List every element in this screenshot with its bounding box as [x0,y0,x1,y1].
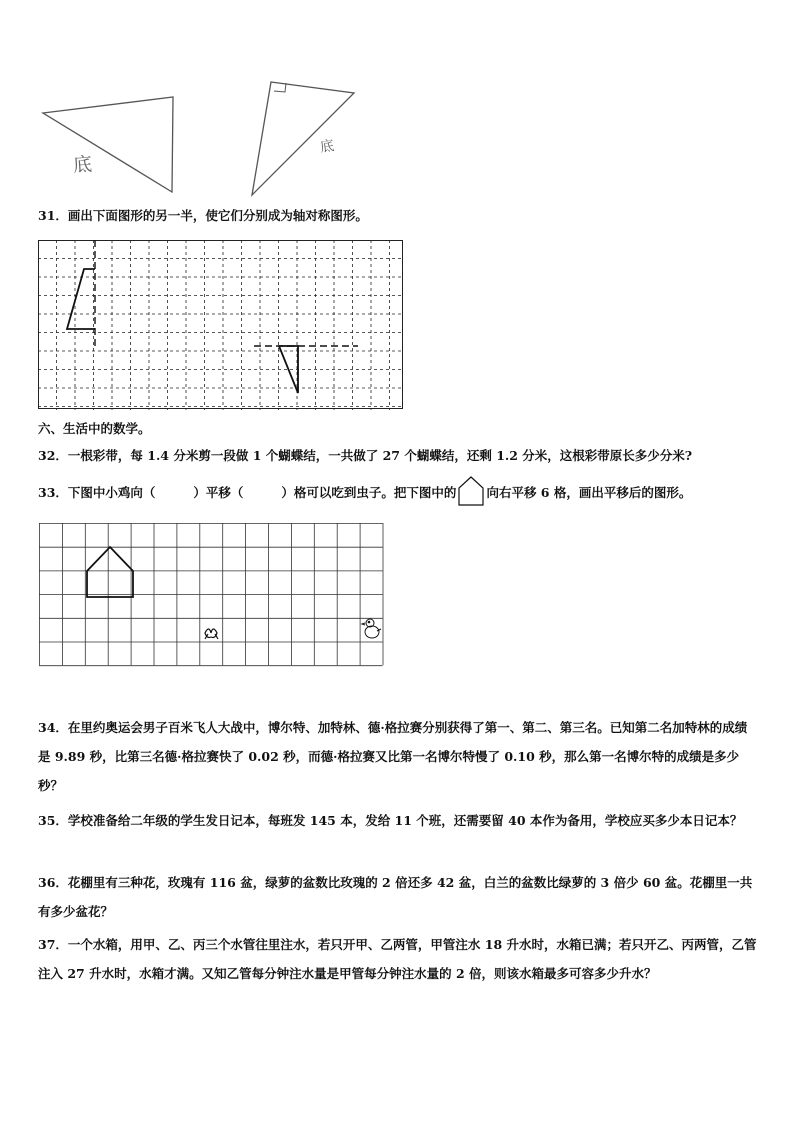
translation-grid [39,523,384,667]
triangle-left-base-label: 底 [72,153,93,177]
triangle-figures [0,0,794,200]
question-34: 34．在里约奥运会男子百米飞人大战中，博尔特、加特林、德·格拉赛分别获得了第一、第二、第三名。已知第二名加特林的成绩是 9.89 秒，比第三名德·格拉赛快了 0.02 秒，而德·格拉赛又比第一名博尔特慢了 0.10 秒，那么第一名博尔特的成绩是多少秒？ [38,720,748,793]
section-6-title: 六、生活中的数学。 [38,421,151,436]
triangle-right-base-label: 底 [319,138,336,156]
triangle-right [252,82,354,195]
question-33-part2: ）平移（ [193,485,244,500]
chick-icon [362,619,381,638]
bug-icon [205,629,218,639]
question-33 [38,478,691,507]
question-36: 36．花棚里有三种花，玫瑰有 116 盆，绿萝的盆数比玫瑰的 2 倍还多 42 盆，白兰的盆数比绿萝的 3 倍少 60 盆。花棚里一共有多少盆花？ [38,875,753,919]
question-37: 37．一个水箱，用甲、乙、丙三个水管往里注水，若只开甲、乙两管，甲管注水 18 升水时，水箱已满；若只开乙、丙两管，乙管注入 27 升水时，水箱才满。又知乙管每分钟注水量是甲管每分钟注水量的 2 倍，则该水箱最多可容多少升水？ [38,937,757,981]
question-33-part1: 33．下图中小鸡向（ [38,485,156,500]
symmetry-grid [38,240,403,410]
question-33-part4: 向右平移 6 格，画出平移后的图形。 [486,485,692,500]
house-shape-icon [458,476,484,506]
triangle-left [43,97,173,192]
question-33-part3: ）格可以吃到虫子。把下图中的 [281,485,457,500]
question-31: 31．画出下面图形的另一半，使它们分别成为轴对称图形。 [38,208,368,223]
question-35: 35．学校准备给二年级的学生发日记本，每班发 145 本，发给 11 个班，还需要留 40 本作为备用，学校应买多少本日记本？ [38,813,743,828]
question-32: 32．一根彩带，每 1.4 分米剪一段做 1 个蝴蝶结，一共做了 27 个蝴蝶结，还剩 1.2 分米，这根彩带原长多少分米? [38,448,693,463]
house-shape [87,547,133,597]
